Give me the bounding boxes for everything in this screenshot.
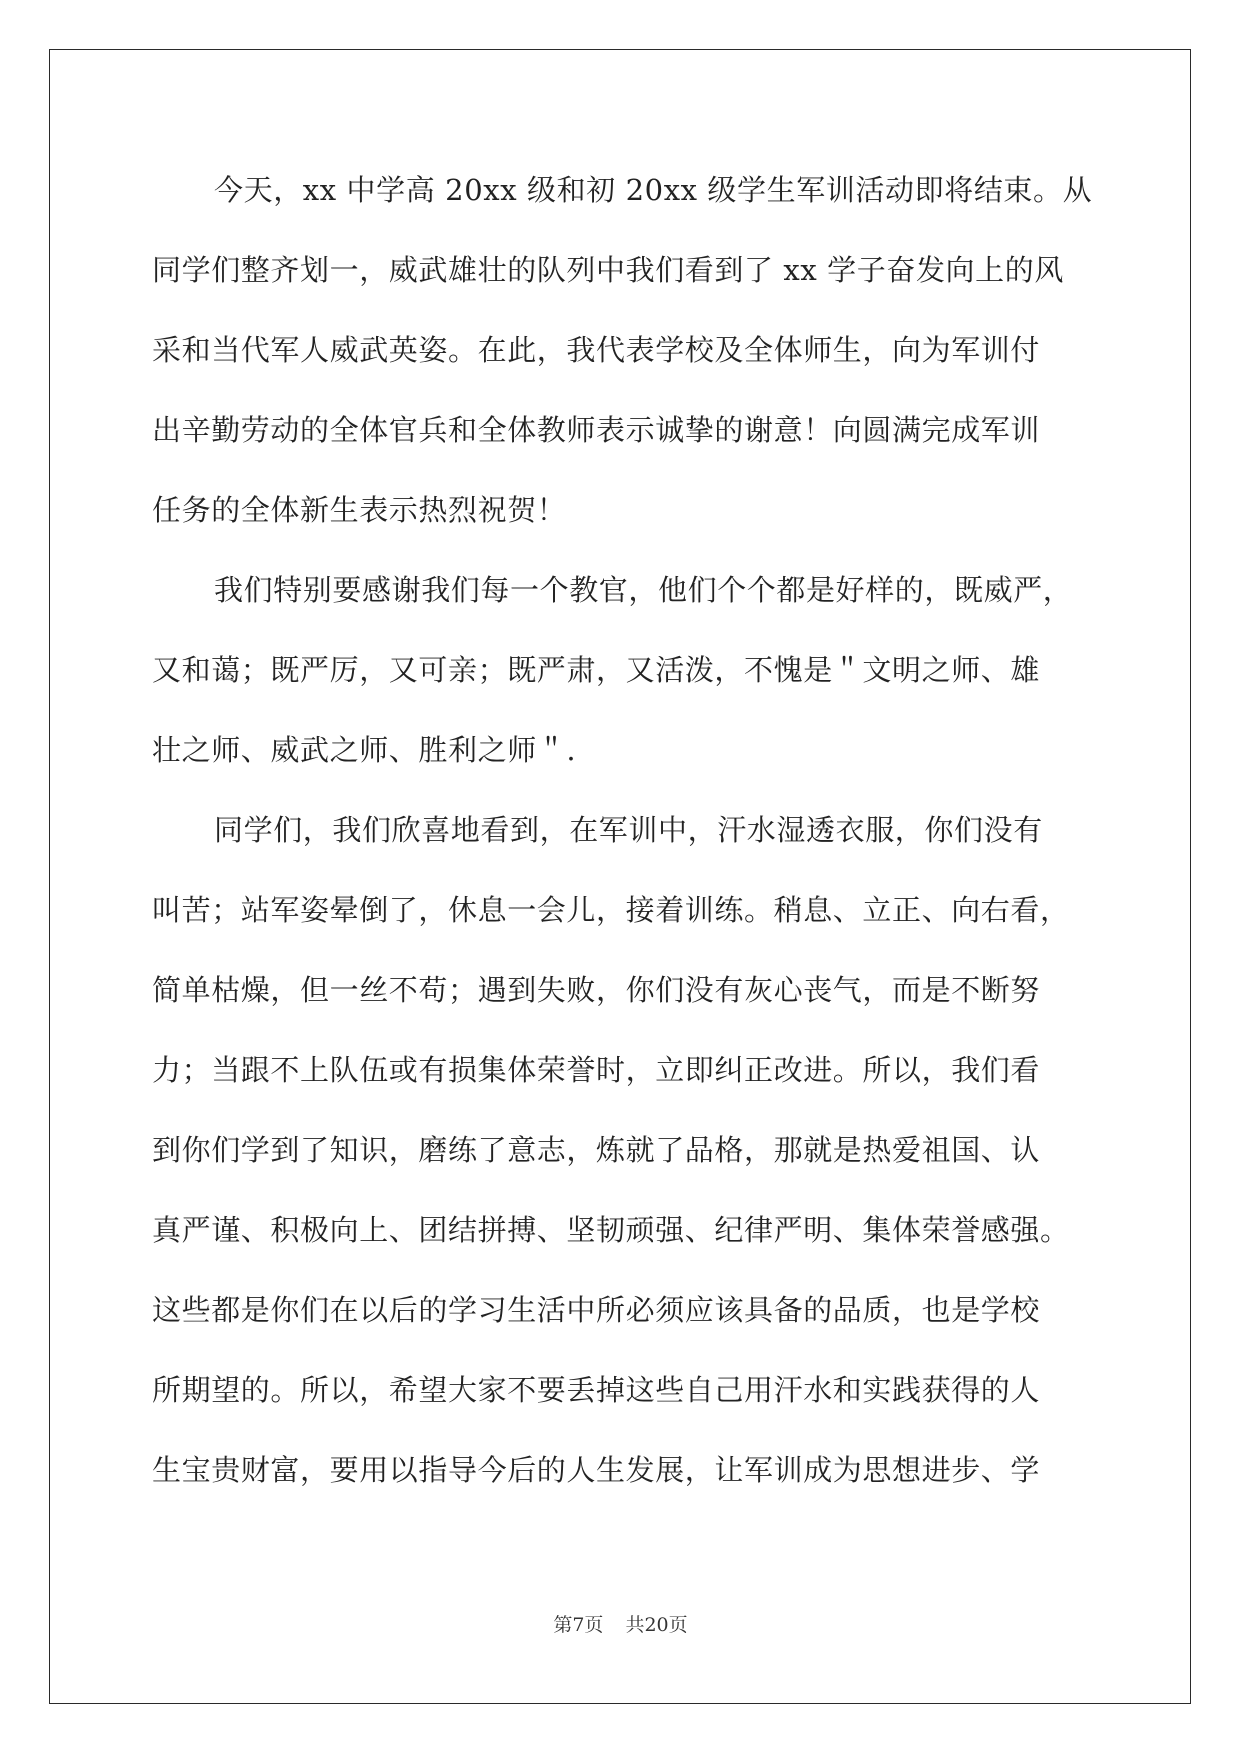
- text-line: 壮之师、威武之师、胜利之师＂.: [152, 733, 577, 767]
- text-line: 又和蔼；既严厉，又可亲；既严肃，又活泼，不愧是＂文明之师、雄: [152, 653, 1041, 687]
- text-line: 采和当代军人威武英姿。在此，我代表学校及全体师生，向为军训付: [152, 333, 1041, 367]
- text-line: 这些都是你们在以后的学习生活中所必须应该具备的品质，也是学校: [152, 1293, 1041, 1327]
- text-line: 我们特别要感谢我们每一个教官，他们个个都是好样的，既威严，: [214, 573, 1073, 607]
- text-line: 力；当跟不上队伍或有损集体荣誉时，立即纠正改进。所以，我们看: [152, 1053, 1041, 1087]
- text-line: 出辛勤劳动的全体官兵和全体教师表示诚挚的谢意！向圆满完成军训: [152, 413, 1041, 447]
- text-line: 同学们，我们欣喜地看到，在军训中，汗水湿透衣服，你们没有: [214, 813, 1043, 847]
- text-line: 简单枯燥，但一丝不苟；遇到失败，你们没有灰心丧气，而是不断努: [152, 973, 1041, 1007]
- page-footer: [0, 1610, 1241, 1637]
- document-body: [152, 155, 1092, 1515]
- text-line: 同学们整齐划一，威武雄壮的队列中我们看到了 xx 学子奋发向上的风: [152, 253, 1064, 287]
- text-line: 今天，xx 中学高 20xx 级和初 20xx 级学生军训活动即将结束。从: [214, 173, 1093, 207]
- text-line: 叫苦；站军姿晕倒了，休息一会儿，接着训练。稍息、立正、向右看，: [152, 893, 1070, 927]
- text-line: 任务的全体新生表示热烈祝贺！: [152, 493, 567, 527]
- text-line: 到你们学到了知识，磨练了意志，炼就了品格，那就是热爱祖国、认: [152, 1133, 1041, 1167]
- text-line: 所期望的。所以，希望大家不要丢掉这些自己用汗水和实践获得的人: [152, 1373, 1041, 1407]
- text-line: 真严谨、积极向上、团结拼搏、坚韧顽强、纪律严明、集体荣誉感强。: [152, 1213, 1070, 1247]
- page-number: 第7页: [553, 1614, 604, 1636]
- page-total: 共20页: [625, 1614, 688, 1636]
- text-line: 生宝贵财富，要用以指导今后的人生发展，让军训成为思想进步、学: [152, 1453, 1041, 1487]
